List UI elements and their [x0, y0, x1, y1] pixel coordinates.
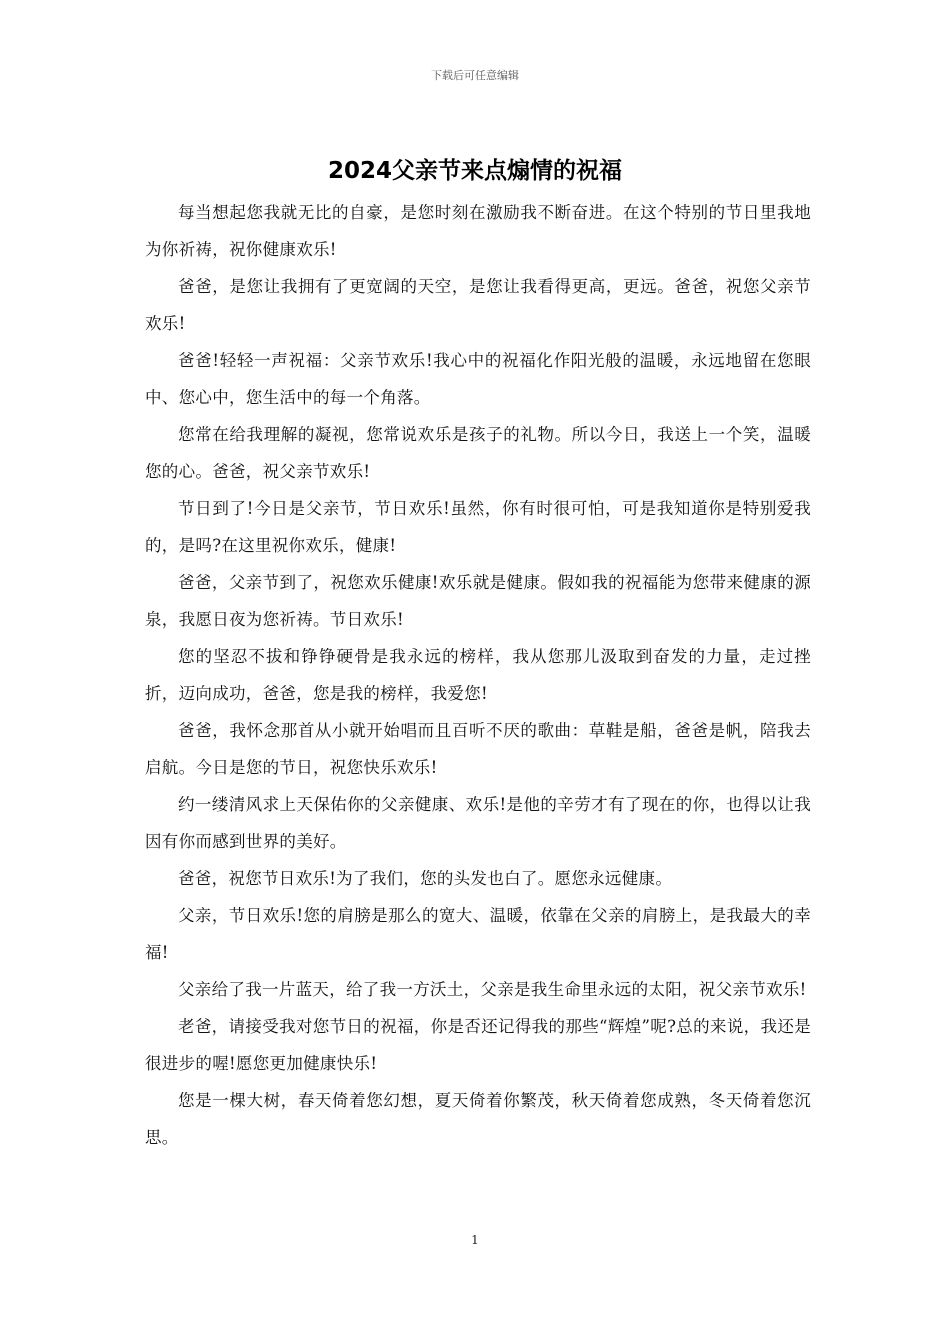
paragraph: 您常在给我理解的凝视，您常说欢乐是孩子的礼物。所以今日，我送上一个笑，温暖您的心。爸爸，祝父亲节欢乐!	[145, 425, 811, 481]
paragraph: 节日到了!今日是父亲节，节日欢乐!虽然，你有时很可怕，可是我知道你是特别爱我的，是吗?在这里祝你欢乐，健康!	[145, 499, 811, 555]
paragraph: 您是一棵大树，春天倚着您幻想，夏天倚着你繁茂，秋天倚着您成熟，冬天倚着您沉思。	[145, 1091, 811, 1147]
paragraph: 爸爸，祝您节日欢乐!为了我们，您的头发也白了。愿您永远健康。	[178, 869, 673, 888]
paragraph: 老爸，请接受我对您节日的祝福，你是否还记得我的那些“辉煌”呢?总的来说，我还是很进步的喔!愿您更加健康快乐!	[145, 1017, 811, 1073]
paragraph: 爸爸，是您让我拥有了更宽阔的天空，是您让我看得更高，更远。爸爸，祝您父亲节欢乐!	[145, 277, 811, 333]
header-note: 下载后可任意编辑	[431, 69, 519, 82]
document-title: 2024父亲节来点煽情的祝福	[327, 158, 622, 184]
page-number: 1	[471, 1233, 479, 1247]
document-body	[145, 194, 811, 1156]
paragraph: 约一缕清风求上天保佑你的父亲健康、欢乐!是他的辛劳才有了现在的你，也得以让我因有你而感到世界的美好。	[145, 795, 811, 851]
paragraph: 父亲，节日欢乐!您的肩膀是那么的宽大、温暖，依靠在父亲的肩膀上，是我最大的幸福!	[145, 906, 811, 962]
paragraph: 父亲给了我一片蓝天，给了我一方沃土，父亲是我生命里永远的太阳，祝父亲节欢乐!	[178, 980, 807, 999]
paragraph: 爸爸!轻轻一声祝福：父亲节欢乐!我心中的祝福化作阳光般的温暖，永远地留在您眼中、您心中，您生活中的每一个角落。	[145, 351, 811, 407]
paragraph: 每当想起您我就无比的自豪，是您时刻在激励我不断奋进。在这个特别的节日里我地为你祈祷，祝你健康欢乐!	[145, 203, 811, 259]
paragraph: 您的坚忍不拔和铮铮硬骨是我永远的榜样，我从您那儿汲取到奋发的力量，走过挫折，迈向成功，爸爸，您是我的榜样，我爱您!	[145, 647, 811, 703]
paragraph: 爸爸，父亲节到了，祝您欢乐健康!欢乐就是健康。假如我的祝福能为您带来健康的源泉，我愿日夜为您祈祷。节日欢乐!	[145, 573, 811, 629]
paragraph: 爸爸，我怀念那首从小就开始唱而且百听不厌的歌曲：草鞋是船，爸爸是帆，陪我去启航。今日是您的节日，祝您快乐欢乐!	[145, 721, 811, 777]
